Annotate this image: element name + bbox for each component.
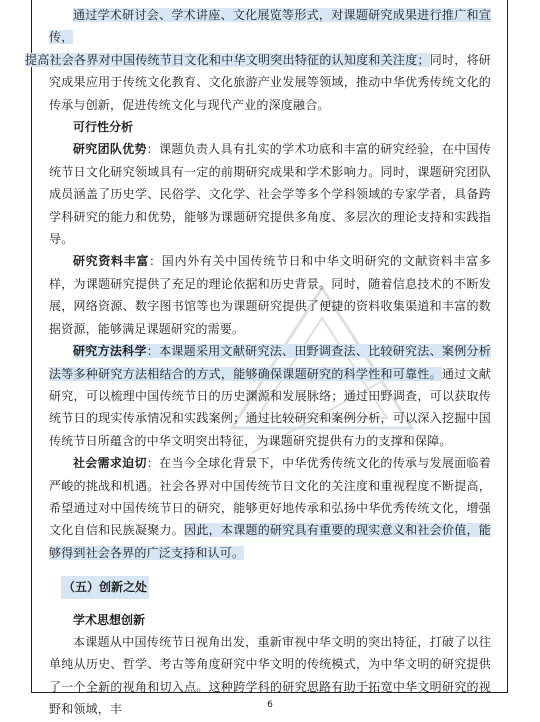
team-lead: 研究团队优势 <box>73 142 147 157</box>
methods-rest: 通过文献研究，可以梳理中国传统节日的历史渊源和发展脉络；通过田野调查，可以获取传统节日的现实传承情况和实践案例；通过比较研究和案例分析，可以深入挖掘中国传统节日所蕴含的中华文明突出特征，为课题研究提供有力的支撑和保障。 <box>49 366 491 448</box>
innovation-section-label: （五）创新之处 <box>61 576 149 598</box>
social-lead: 社会需求迫切 <box>73 456 147 471</box>
innovation-subtitle: 学术思想创新 <box>73 612 146 627</box>
methods-highlight: ：本课题采用文献研究法、田野调查法、比较研究法、案例分析法等多种研究方法相结合的方式，能够确保课题研究的科学性和可靠性。 <box>49 344 491 381</box>
innovation-paragraph: 本课题从中国传统节日视角出发，重新审视中华文明的突出特征，打破了以往单纯从历史、哲学、考古等角度研究中华文明的传统模式，为中华文明的研究提供了一个全新的视角和切入点。这种跨学科的研究思路有助于拓宽中华文明研究的视野和领域，丰 <box>49 634 491 717</box>
intro-highlight: 提高社会各界对中国传统节日文化和中华文明突出特征的认知度和关注度； <box>25 52 430 67</box>
methods-lead: 研究方法科学 <box>73 344 147 359</box>
team-paragraph <box>49 138 491 250</box>
innovation-section-title <box>61 576 491 598</box>
feasibility-title: 可行性分析 <box>73 120 134 135</box>
social-paragraph <box>49 452 491 564</box>
resources-lead: 研究资料丰富 <box>73 254 150 269</box>
intro-line1: 通过学术研讨会、学术讲座、文化展览等形式，对课题研究成果进行推广和宣传， <box>49 8 491 45</box>
intro-paragraph <box>25 4 491 116</box>
resources-paragraph <box>49 250 491 340</box>
document-body <box>25 4 492 721</box>
resources-text: ：国内外有关中国传统节日和中华文明研究的文献资料丰富多样，为课题研究提供了充足的理论依据和历史背景。同时，随着信息技术的不断发展，网络资源、数字图书馆等也为课题研究提供了便捷的资料收集渠道和丰富的数据资源，能够满足课题研究的需要。 <box>49 254 492 336</box>
intro-rest: 同时，将研究成果应用于传统文化教育、文化旅游产业发展等领域，推动中华优秀传统文化的传承与创新，促进传统文化与现代产业的深度融合。 <box>49 52 491 112</box>
methods-paragraph <box>49 340 491 452</box>
social-text: ：在当今全球化背景下，中华优秀传统文化的传承与发展面临着严峻的挑战和机遇。社会各界对中国传统节日文化的关注度和重视程度不断提高，希望通过对中国传统节日的研究，能够更好地传承和弘扬中华优秀传统文化，增强文化自信和民族凝聚力。 <box>49 456 491 538</box>
team-text: ：课题负责人具有扎实的学术功底和丰富的研究经验，在中国传统节日文化研究领域具有一定的前期研究成果和学术影响力。同时，课题研究团队成员涵盖了历史学、民俗学、文化学、社会学等多个学科领域的专家学者，具备跨学科研究的能力和优势，能够为课题研究提供多角度、多层次的理论支持和实践指导。 <box>49 142 491 247</box>
page-number: 6 <box>267 700 273 710</box>
social-highlight: 因此，本课题的研究具有重要的现实意义和社会价值，能够得到社会各界的广泛支持和认可。 <box>49 523 491 560</box>
